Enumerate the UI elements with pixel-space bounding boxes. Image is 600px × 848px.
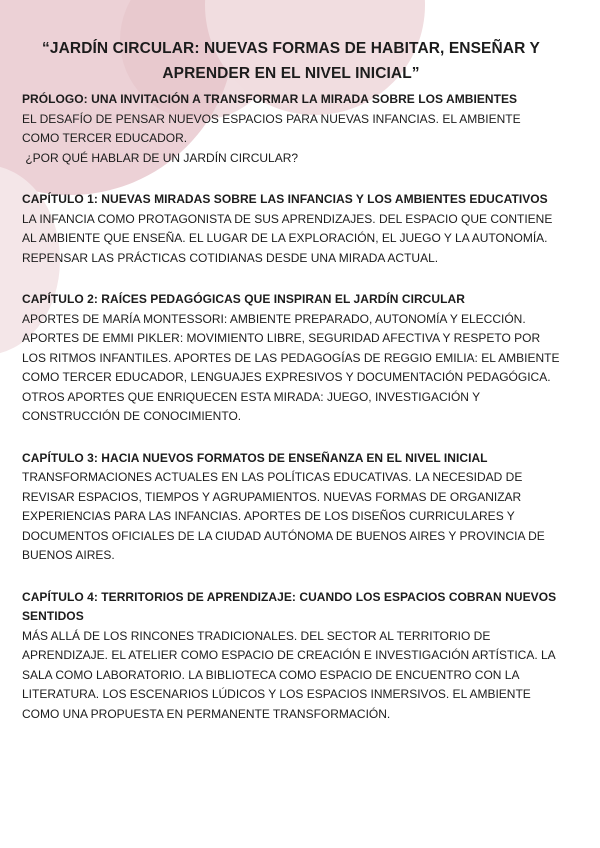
chapter-4-section <box>22 588 560 725</box>
chapter-1-section <box>22 190 560 268</box>
chapter-3-text: TRANSFORMACIONES ACTUALES EN LAS POLÍTICAS EDUCATIVAS. LA NECESIDAD DE REVISAR ESPACIOS, TIEMPOS Y AGRUPAMIENTOS. NUEVAS FORMAS DE ORGANIZAR EXPERIENCIAS PARA LAS INFANCIAS. APORTES DE LOS DISEÑOS CURRICULARES Y DOCUMENTOS OFICIALES DE LA CIUDAD AUTÓNOMA DE BUENOS AIRES Y PROVINCIA DE BUENOS AIRES. <box>22 470 545 562</box>
chapter-3-section <box>22 449 560 566</box>
prologue-section <box>22 90 560 168</box>
chapter-1-text: LA INFANCIA COMO PROTAGONISTA DE SUS APRENDIZAJES. DEL ESPACIO QUE CONTIENE AL AMBIENTE QUE ENSEÑA. EL LUGAR DE LA EXPLORACIÓN, EL JUEGO Y LA AUTONOMÍA. REPENSAR LAS PRÁCTICAS COTIDIANAS DESDE UNA MIRADA ACTUAL. <box>22 211 553 265</box>
chapter-4-heading: CAPÍTULO 4: TERRITORIOS DE APRENDIZAJE: CUANDO LOS ESPACIOS COBRAN NUEVOS SENTIDOS <box>22 589 557 623</box>
chapter-1-heading: CAPÍTULO 1: NUEVAS MIRADAS SOBRE LAS INFANCIAS Y LOS AMBIENTES EDUCATIVOS <box>22 192 548 206</box>
chapter-2-text: APORTES DE MARÍA MONTESSORI: AMBIENTE PREPARADO, AUTONOMÍA Y ELECCIÓN. APORTES DE EMMI PIKLER: MOVIMIENTO LIBRE, SEGURIDAD AFECTIVA Y RESPETO POR LOS RITMOS INFANTILES. APORTES DE LAS PEDAGOGÍAS DE REGGIO EMILIA: EL AMBIENTE COMO TERCER EDUCADOR, LENGUAJES EXPRESIVOS Y DOCUMENTACIÓN PEDAGÓGICA. OTROS APORTES QUE ENRIQUECEN ESTA MIRADA: JUEGO, INVESTIGACIÓN Y CONSTRUCCIÓN DE CONOCIMIENTO. <box>22 311 560 423</box>
prologue-line: EL DESAFÍO DE PENSAR NUEVOS ESPACIOS PARA NUEVAS INFANCIAS. EL AMBIENTE COMO TERCER EDUCADOR. <box>22 111 521 145</box>
document-title: “JARDÍN CIRCULAR: NUEVAS FORMAS DE HABITAR, ENSEÑAR Y APRENDER EN EL NIVEL INICIAL” <box>42 40 540 82</box>
chapter-2-heading: CAPÍTULO 2: RAÍCES PEDAGÓGICAS QUE INSPIRAN EL JARDÍN CIRCULAR <box>22 292 465 306</box>
prologue-line: ¿POR QUÉ HABLAR DE UN JARDÍN CIRCULAR? <box>22 150 299 165</box>
prologue-heading: PRÓLOGO: UNA INVITACIÓN A TRANSFORMAR LA MIRADA SOBRE LOS AMBIENTES <box>22 92 518 106</box>
chapter-3-heading: CAPÍTULO 3: HACIA NUEVOS FORMATOS DE ENSEÑANZA EN EL NIVEL INICIAL <box>22 450 488 465</box>
prologue-body <box>22 110 560 169</box>
chapter-2-section <box>22 290 560 427</box>
chapter-4-text: MÁS ALLÁ DE LOS RINCONES TRADICIONALES. DEL SECTOR AL TERRITORIO DE APRENDIZAJE. EL ATELIER COMO ESPACIO DE CREACIÓN E INVESTIGACIÓN ARTÍSTICA. LA SALA COMO LABORATORIO. LA BIBLIOTECA COMO ESPACIO DE ENCUENTRO CON LA LITERATURA. LOS ESCENARIOS LÚDICOS Y LOS ESPACIOS INMERSIVOS. EL AMBIENTE COMO UNA PROPUESTA EN PERMANENTE TRANSFORMACIÓN. <box>22 628 556 721</box>
